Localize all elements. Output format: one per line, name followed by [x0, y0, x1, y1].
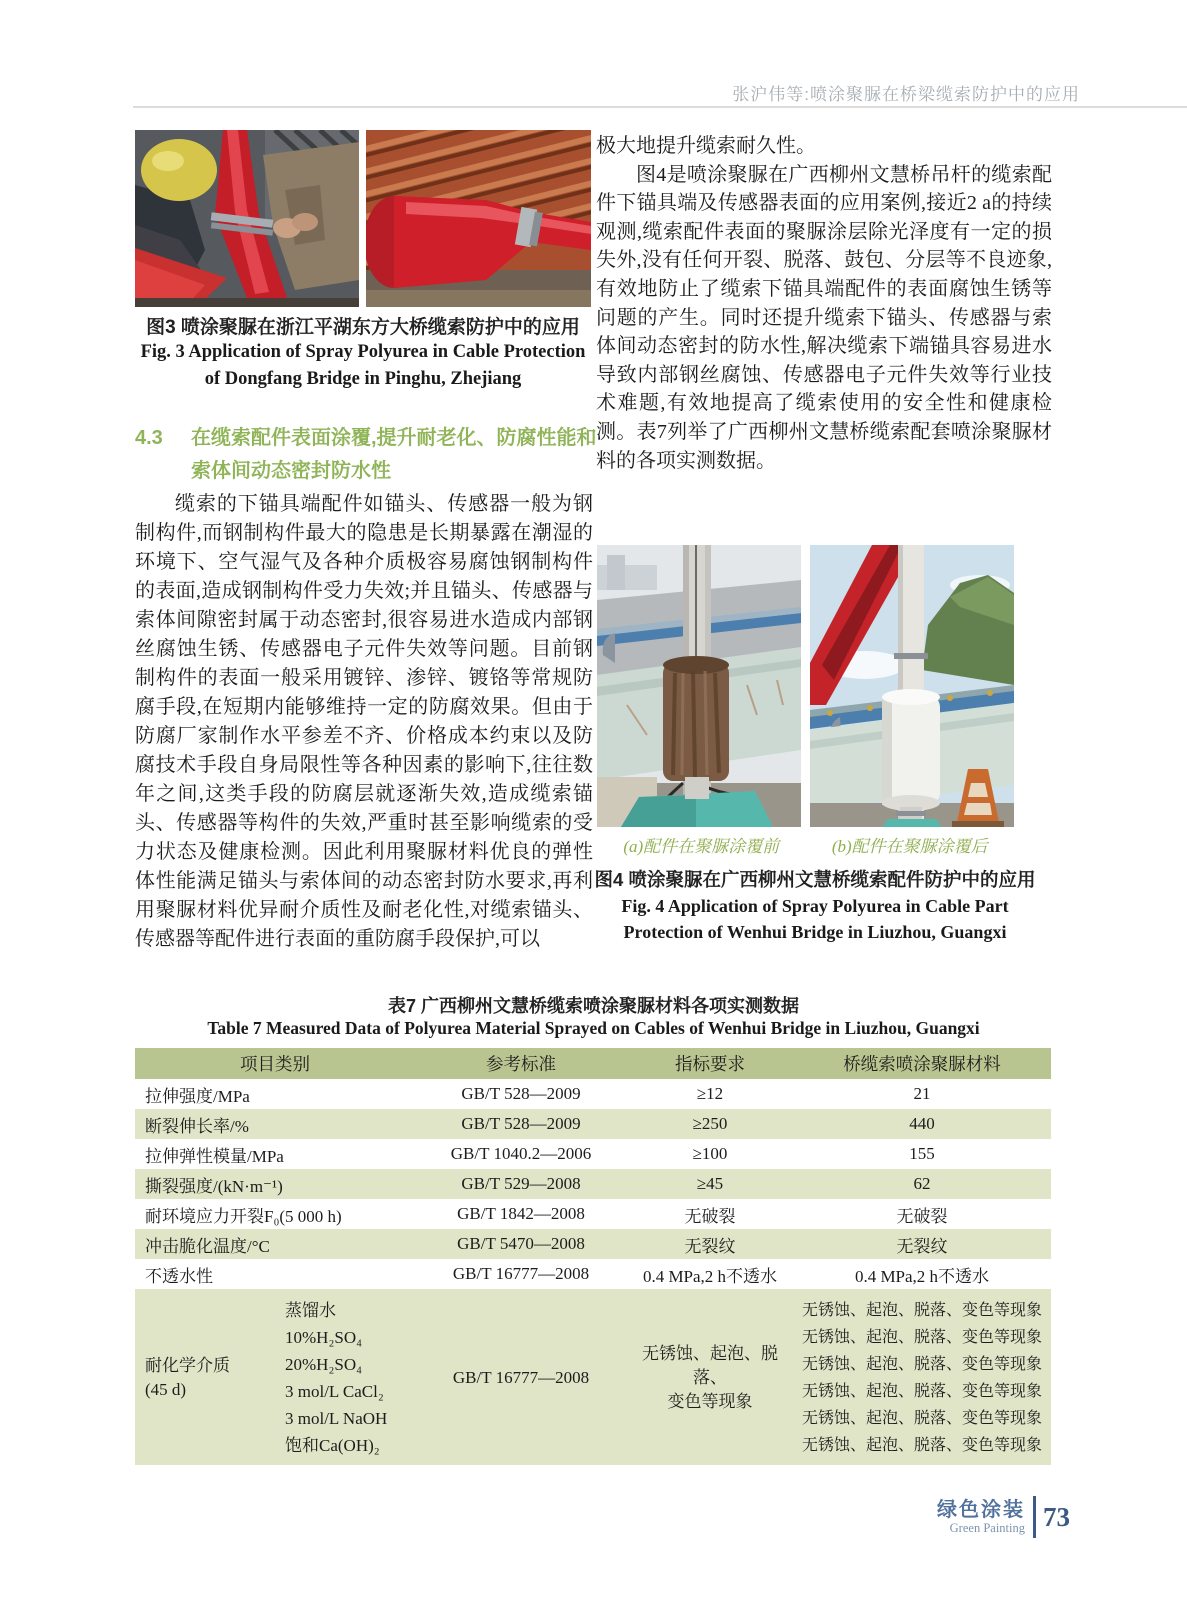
figure4-label-b: (b)配件在聚脲涂覆后 [831, 837, 988, 856]
table-row [135, 1199, 1051, 1229]
page-number: 73 [1043, 1501, 1070, 1532]
figure3-photo-left-image [135, 130, 359, 307]
row-result: 62 [913, 1174, 931, 1193]
row-standard: GB/T 1842—2008 [457, 1204, 585, 1223]
row-result: 无裂纹 [896, 1236, 948, 1256]
journal-brand [930, 1499, 1025, 1536]
chem-standard-text: GB/T 16777—2008 [452, 1368, 590, 1387]
row-standard: GB/T 529—2008 [461, 1174, 581, 1193]
section-paragraph: 缆索的下锚具端配件如锚头、传感器一般为钢制构件,而钢制构件最大的隐患是长期暴露在潮湿的环境下、空气湿气及各种介质极容易腐蚀钢制构件的表面,造成钢制构件受力失效;并且锚头、传感器与索体间隙密封属于动态密封,很容易进水造成内部钢丝腐蚀生锈、传感器电子元件失效等问题。目前钢制构件的表面一般采用镀锌、渗锌、镀铬等常规防腐手段,在短期内能够维持一定的防腐效果。但由于防腐厂家制作水平参差不齐、价格成本约束以及防腐技术手段自身局限性等各种因素的影响下,往往数年之间,这类手段的防腐层就逐渐失效,造成缆索锚头、传感器等构件的失效,严重时甚至影响缆索的受力状态及健康检测。因此利用聚脲材料优良的弹性体性能满足锚头与索体间的动态密封防水要求,再利用聚脲材料优异耐介质性及耐老化性,对缆索锚头、传感器等配件进行表面的重防腐手段保护,可以 [135, 493, 593, 950]
row-item: 断裂伸长率/% [145, 1116, 249, 1136]
chem-requirement-line1: 无锈蚀、起泡、脱落、 [642, 1344, 778, 1387]
table-row [135, 1079, 1051, 1109]
figure4-photo-before-image [597, 545, 801, 827]
section-number: 4.3 [135, 427, 163, 449]
right-paragraph-2: 图4是喷涂聚脲在广西柳州文慧桥吊杆的缆索配件下锚具端及传感器表面的应用案例,接近2 a的持续观测,缆索配件表面的聚脲涂层除光泽度有一定的损失外,没有任何开裂、脱落、鼓包、分层等不良迹象,有效地防止了缆索下锚具端配件的表面腐蚀生锈等问题的产生。同时还提升缆索下锚头、传感器与索体间动态密封的防水性,解决缆索下端锚具容易进水导致内部钢丝腐蚀、传感器电子元件失效等行业技术难题,有效地提高了缆索使用的安全性和健康检测。表7列举了广西柳州文慧桥缆索配套喷涂聚脲材料的各项实测数据。 [596, 163, 1052, 472]
row-item: 耐环境应力开裂F₀(5 000 h) [145, 1206, 342, 1226]
chem-media-item: 3 mol/L CaCl₂ [285, 1382, 384, 1401]
page-footer [930, 1496, 1070, 1538]
figure3-caption-cn: 图3 喷涂聚脲在浙江平湖东方大桥缆索防护中的应用 [146, 317, 580, 338]
row-result: 0.4 MPa,2 h不透水 [854, 1266, 990, 1286]
row-standard: GB/T 528—2009 [461, 1114, 581, 1133]
row-result: 155 [909, 1144, 935, 1163]
chem-result-item: 无锈蚀、起泡、脱落、变色等现象 [801, 1329, 1042, 1346]
figure3-caption-en-line1: Fig. 3 Application of Spray Polyurea in Cable Protection [140, 342, 586, 362]
section-heading [135, 422, 605, 488]
row-item: 撕裂强度/(kN·m⁻¹) [145, 1176, 283, 1196]
running-header: 张沪伟等:喷涂聚脲在桥梁缆索防护中的应用 [732, 85, 1080, 104]
figure4-caption-cn: 图4 喷涂聚脲在广西柳州文慧桥缆索配件防护中的应用 [594, 869, 1036, 890]
figure4-photo-after [810, 545, 1014, 827]
chem-requirement-line2: 变色等现象 [667, 1392, 753, 1411]
row-requirement: ≥100 [692, 1144, 728, 1163]
table7-header-item: 项目类别 [240, 1054, 310, 1074]
chem-result-item: 无锈蚀、起泡、脱落、变色等现象 [801, 1302, 1042, 1319]
row-standard: GB/T 528—2009 [461, 1084, 581, 1103]
section-title: 在缆索配件表面涂覆,提升耐老化、防腐性能和索体间动态密封防水性 [191, 427, 597, 482]
table7-header-row [135, 1048, 1051, 1079]
table7-header-result: 桥缆索喷涂聚脲材料 [843, 1054, 1001, 1074]
journal-name-cn: 绿色涂装 [937, 1498, 1025, 1521]
chem-requirement [627, 1297, 793, 1459]
chem-media-item: 蒸馏水 [285, 1301, 336, 1320]
table-row [135, 1139, 1051, 1169]
chem-result-item: 无锈蚀、起泡、脱落、变色等现象 [801, 1437, 1042, 1454]
row-requirement: ≥45 [696, 1174, 724, 1193]
chem-media-item: 20%H₂SO₄ [285, 1355, 363, 1374]
table7-title-cn: 表7 广西柳州文慧桥缆索喷涂聚脲材料各项实测数据 [387, 996, 799, 1016]
table-row [135, 1229, 1051, 1259]
chem-media-item: 10%H₂SO₄ [285, 1328, 363, 1347]
figure3-caption-en [135, 339, 591, 393]
table7-header-requirement: 指标要求 [675, 1054, 745, 1074]
figure3-photo-right-image [366, 130, 591, 307]
row-item: 拉伸强度/MPa [145, 1086, 250, 1106]
figure4-caption-en [585, 893, 1045, 945]
row-item: 冲击脆化温度/°C [145, 1236, 270, 1256]
figure3-photo-left [135, 130, 359, 307]
figure4-label-a: (a)配件在聚脲涂覆前 [623, 837, 780, 856]
journal-name-en: Green Painting [949, 1520, 1025, 1535]
table7 [135, 1048, 1051, 1465]
chem-media-item: 饱和Ca(OH)₂ [285, 1436, 380, 1455]
left-column-body [135, 490, 593, 954]
row-item: 拉伸弹性模量/MPa [145, 1146, 284, 1166]
chem-media-list [285, 1297, 387, 1459]
figure3 [135, 130, 591, 307]
row-result: 无破裂 [896, 1206, 948, 1226]
figure4-sublabels [597, 832, 1014, 857]
table-row [135, 1169, 1051, 1199]
table-row [135, 1259, 1051, 1289]
chem-item-line1: 耐化学介质 [145, 1356, 230, 1375]
chem-item-cell [135, 1297, 415, 1459]
table7-title-en: Table 7 Measured Data of Polyurea Material Sprayed on Cables of Wenhui Bridge in Liuzhou, Guangxi [207, 1018, 980, 1038]
figure4-caption-en-line2: Protection of Wenhui Bridge in Liuzhou, Guangxi [623, 922, 1007, 942]
row-item: 不透水性 [145, 1266, 213, 1286]
row-result: 21 [913, 1084, 931, 1103]
table7-chemical-row [135, 1289, 1051, 1465]
row-requirement: ≥250 [692, 1114, 728, 1133]
header-divider [133, 106, 1187, 108]
row-requirement: 无裂纹 [684, 1236, 736, 1256]
figure3-photo-right [366, 130, 591, 307]
figure4-photo-after-image [810, 545, 1014, 827]
chem-standard [415, 1297, 627, 1459]
row-standard: GB/T 16777—2008 [452, 1264, 590, 1283]
right-paragraph-1: 极大地提升缆索耐久性。 [596, 135, 816, 157]
row-standard: GB/T 5470—2008 [457, 1234, 585, 1253]
row-result: 440 [909, 1114, 935, 1133]
row-requirement: ≥12 [696, 1084, 724, 1103]
chem-item-label [135, 1297, 285, 1459]
chem-media-item: 3 mol/L NaOH [285, 1409, 388, 1428]
chem-result-item: 无锈蚀、起泡、脱落、变色等现象 [801, 1356, 1042, 1373]
chem-item-line2: (45 d) [145, 1380, 187, 1399]
chem-result-item: 无锈蚀、起泡、脱落、变色等现象 [801, 1410, 1042, 1427]
figure4-caption-en-line1: Fig. 4 Application of Spray Polyurea in Cable Part [621, 896, 1009, 916]
row-standard: GB/T 1040.2—2006 [450, 1144, 592, 1163]
table7-header-standard: 参考标准 [486, 1054, 556, 1074]
figure4 [597, 545, 1014, 827]
figure4-photo-before [597, 545, 801, 827]
table-row [135, 1109, 1051, 1139]
right-column-body [596, 132, 1052, 475]
figure3-caption-en-line2: of Dongfang Bridge in Pinghu, Zhejiang [204, 369, 522, 389]
row-requirement: 0.4 MPa,2 h不透水 [642, 1266, 778, 1286]
chem-results [793, 1297, 1051, 1459]
footer-divider-bar [1033, 1496, 1036, 1538]
row-requirement: 无破裂 [684, 1206, 736, 1226]
chem-result-item: 无锈蚀、起泡、脱落、变色等现象 [801, 1383, 1042, 1400]
